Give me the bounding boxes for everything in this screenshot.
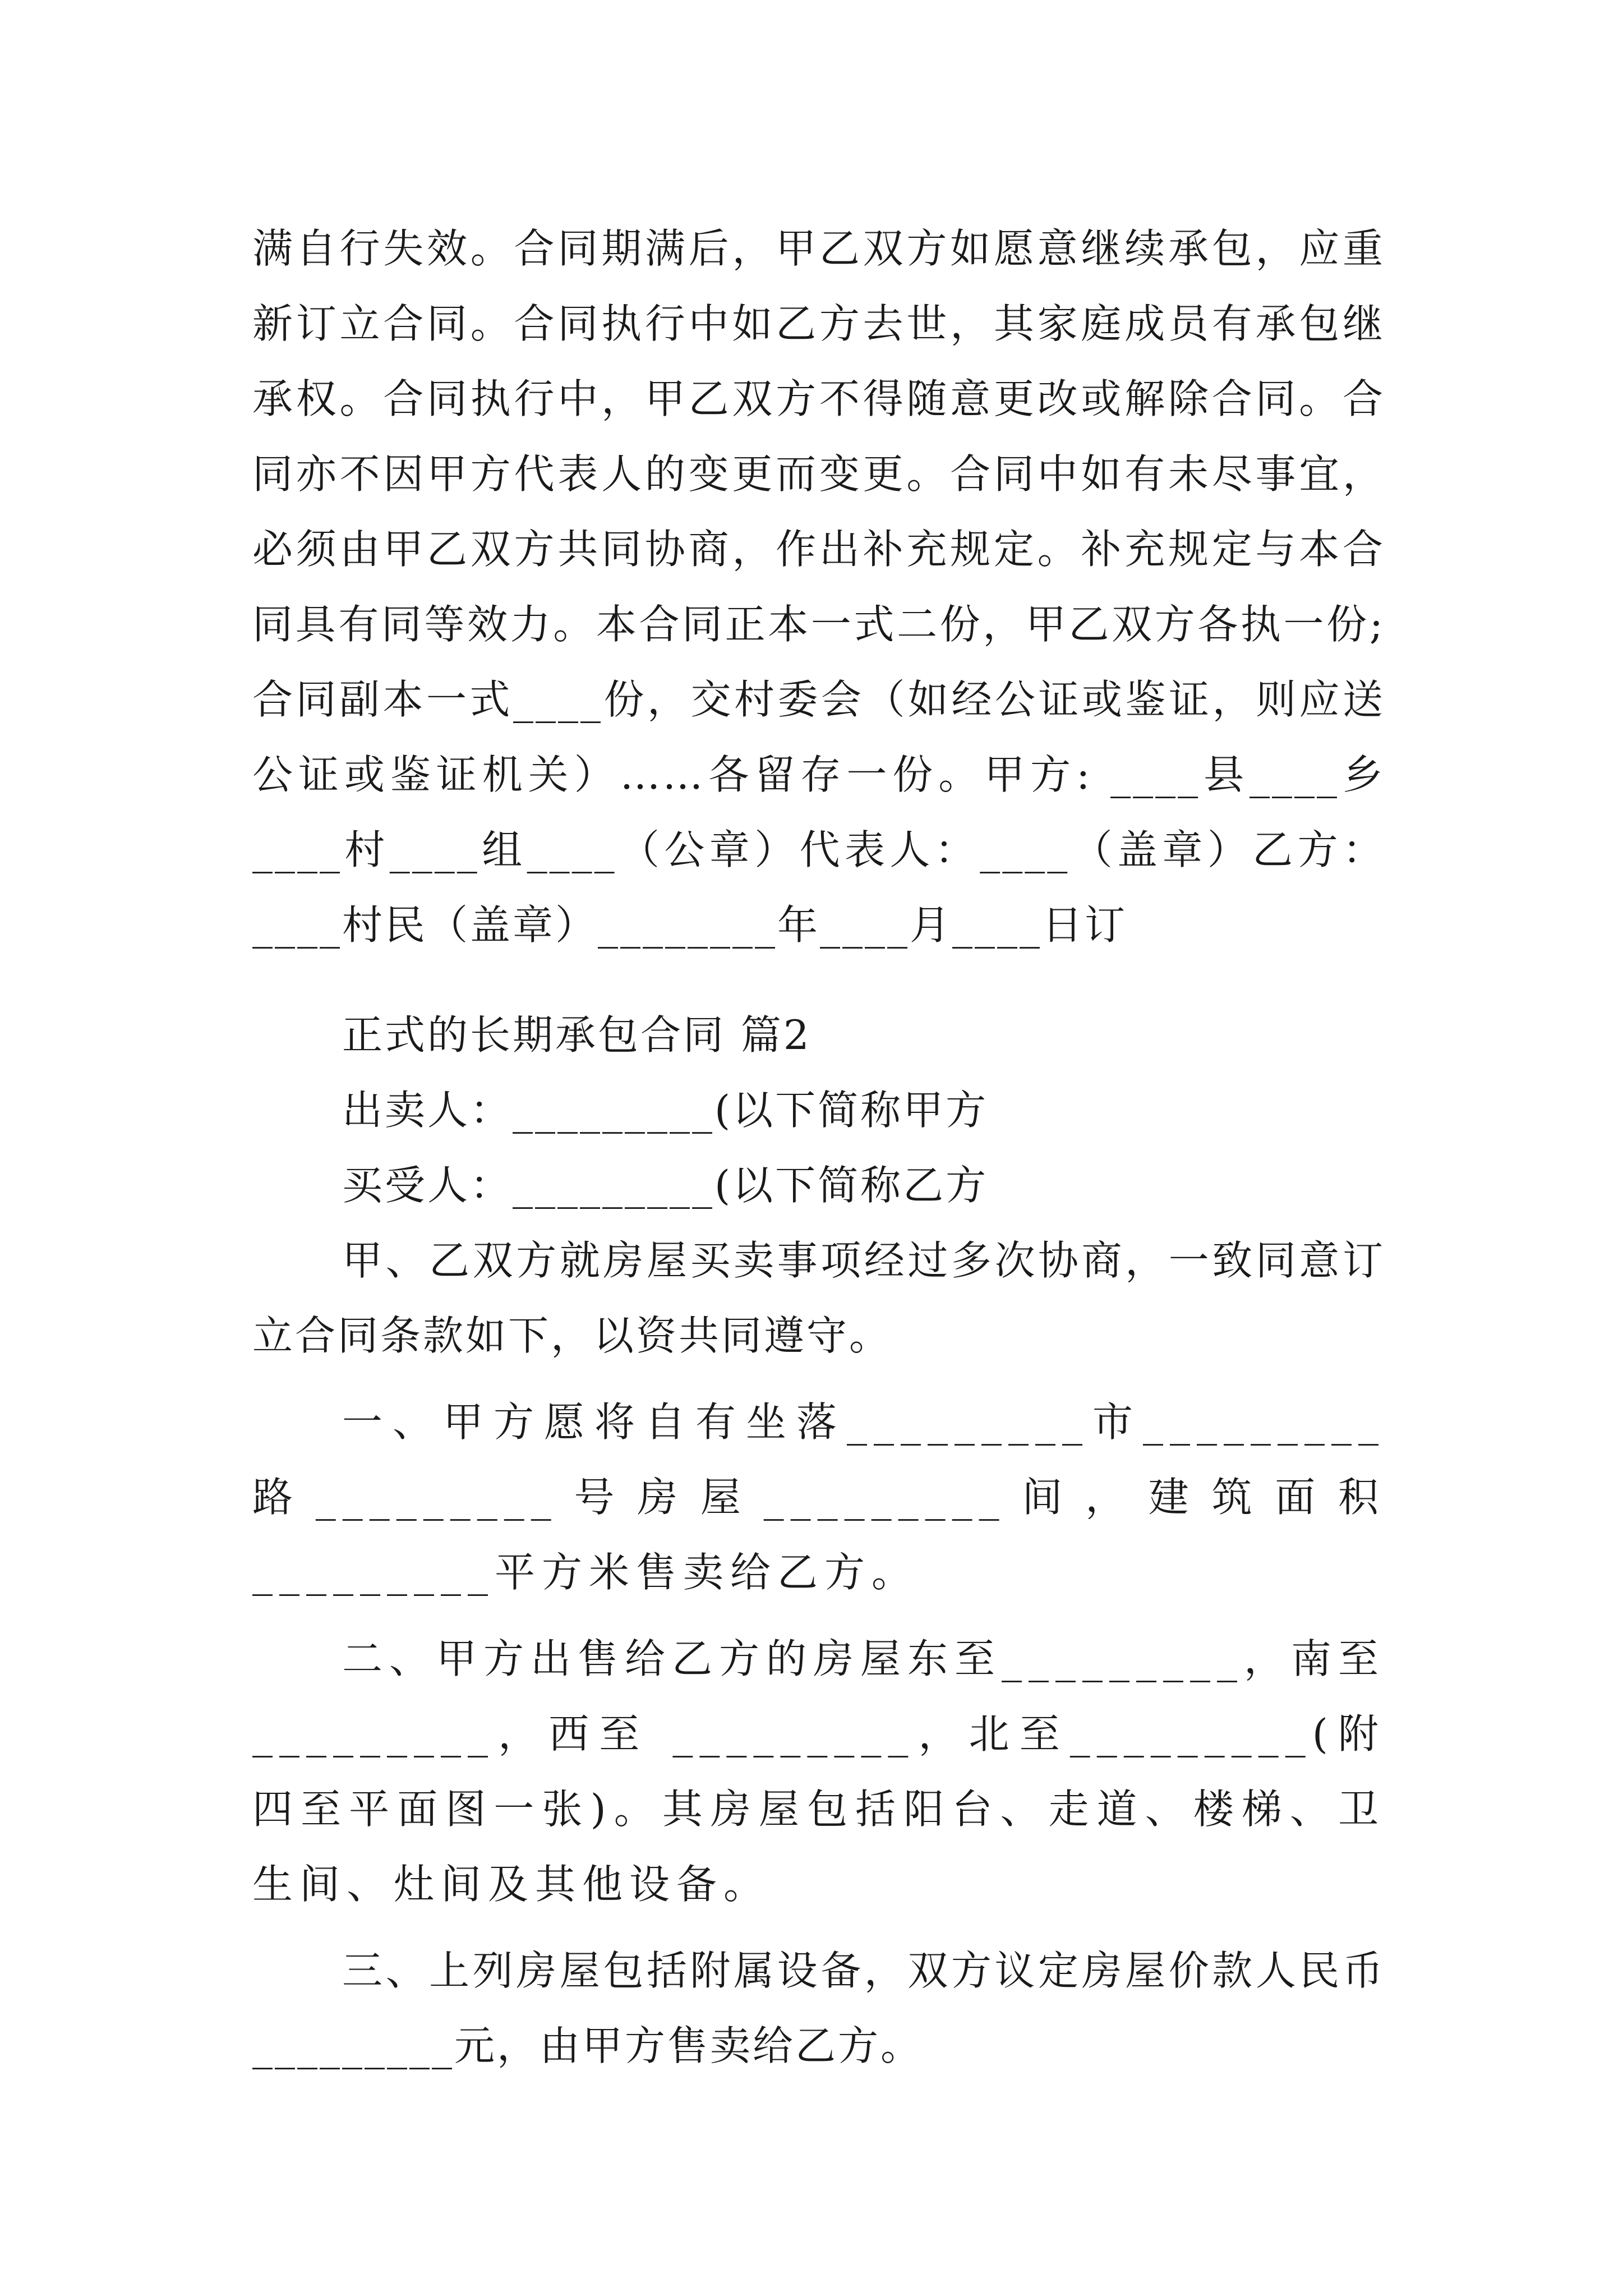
clause-2: 二、甲方出售给乙方的房屋东至_________，南至_________，西至 _________，北至_________(附四至平面图一张)。其房屋包括阳台、走道、楼梯、卫生间、灶间及其他设备。	[252, 1635, 1386, 1908]
paragraph-spacer	[252, 1373, 1385, 1384]
clause-3: 三、上列房屋包括附属设备，双方议定房屋价款人民币_________元，由甲方售卖给乙方。	[252, 1947, 1385, 2069]
section-2-body	[252, 997, 1385, 2083]
continuation-text: 满自行失效。合同期满后，甲乙双方如愿意继续承包，应重新订立合同。合同执行中如乙方去世，其家庭成员有承包继承权。合同执行中，甲乙双方不得随意更改或解除合同。合同亦不因甲方代表人的变更而变更。合同中如有未尽事宜，必须由甲乙双方共同协商，作出补充规定。补充规定与本合同具有同等效力。本合同正本一式二份，甲乙双方各执一份;合同副本一式____份，交村委会（如经公证或鉴证，则应送公证或鉴证机关）……各留存一份。甲方: ____县____乡____村____组____（公章）代表人：____（盖章）乙方：____村民（盖章）________年____月____日订	[252, 225, 1385, 949]
intro-paragraph: 甲、乙双方就房屋买卖事项经过多次协商，一致同意订立合同条款如下，以资共同遵守。	[252, 1237, 1385, 1359]
paragraph-spacer	[252, 1922, 1385, 1933]
section-title: 正式的长期承包合同 篇2	[342, 1011, 811, 1059]
paragraph-spacer	[252, 1610, 1385, 1621]
buyer-line: 买受人：_________(以下简称乙方	[342, 1162, 989, 1209]
continuation-paragraph	[252, 211, 1385, 963]
seller-line: 出卖人：_________(以下简称甲方	[342, 1087, 989, 1134]
clause-1: 一、甲方愿将自有坐落_________市_________路_________号房屋_________间，建筑面积_________平方米售卖给乙方。	[252, 1398, 1385, 1596]
